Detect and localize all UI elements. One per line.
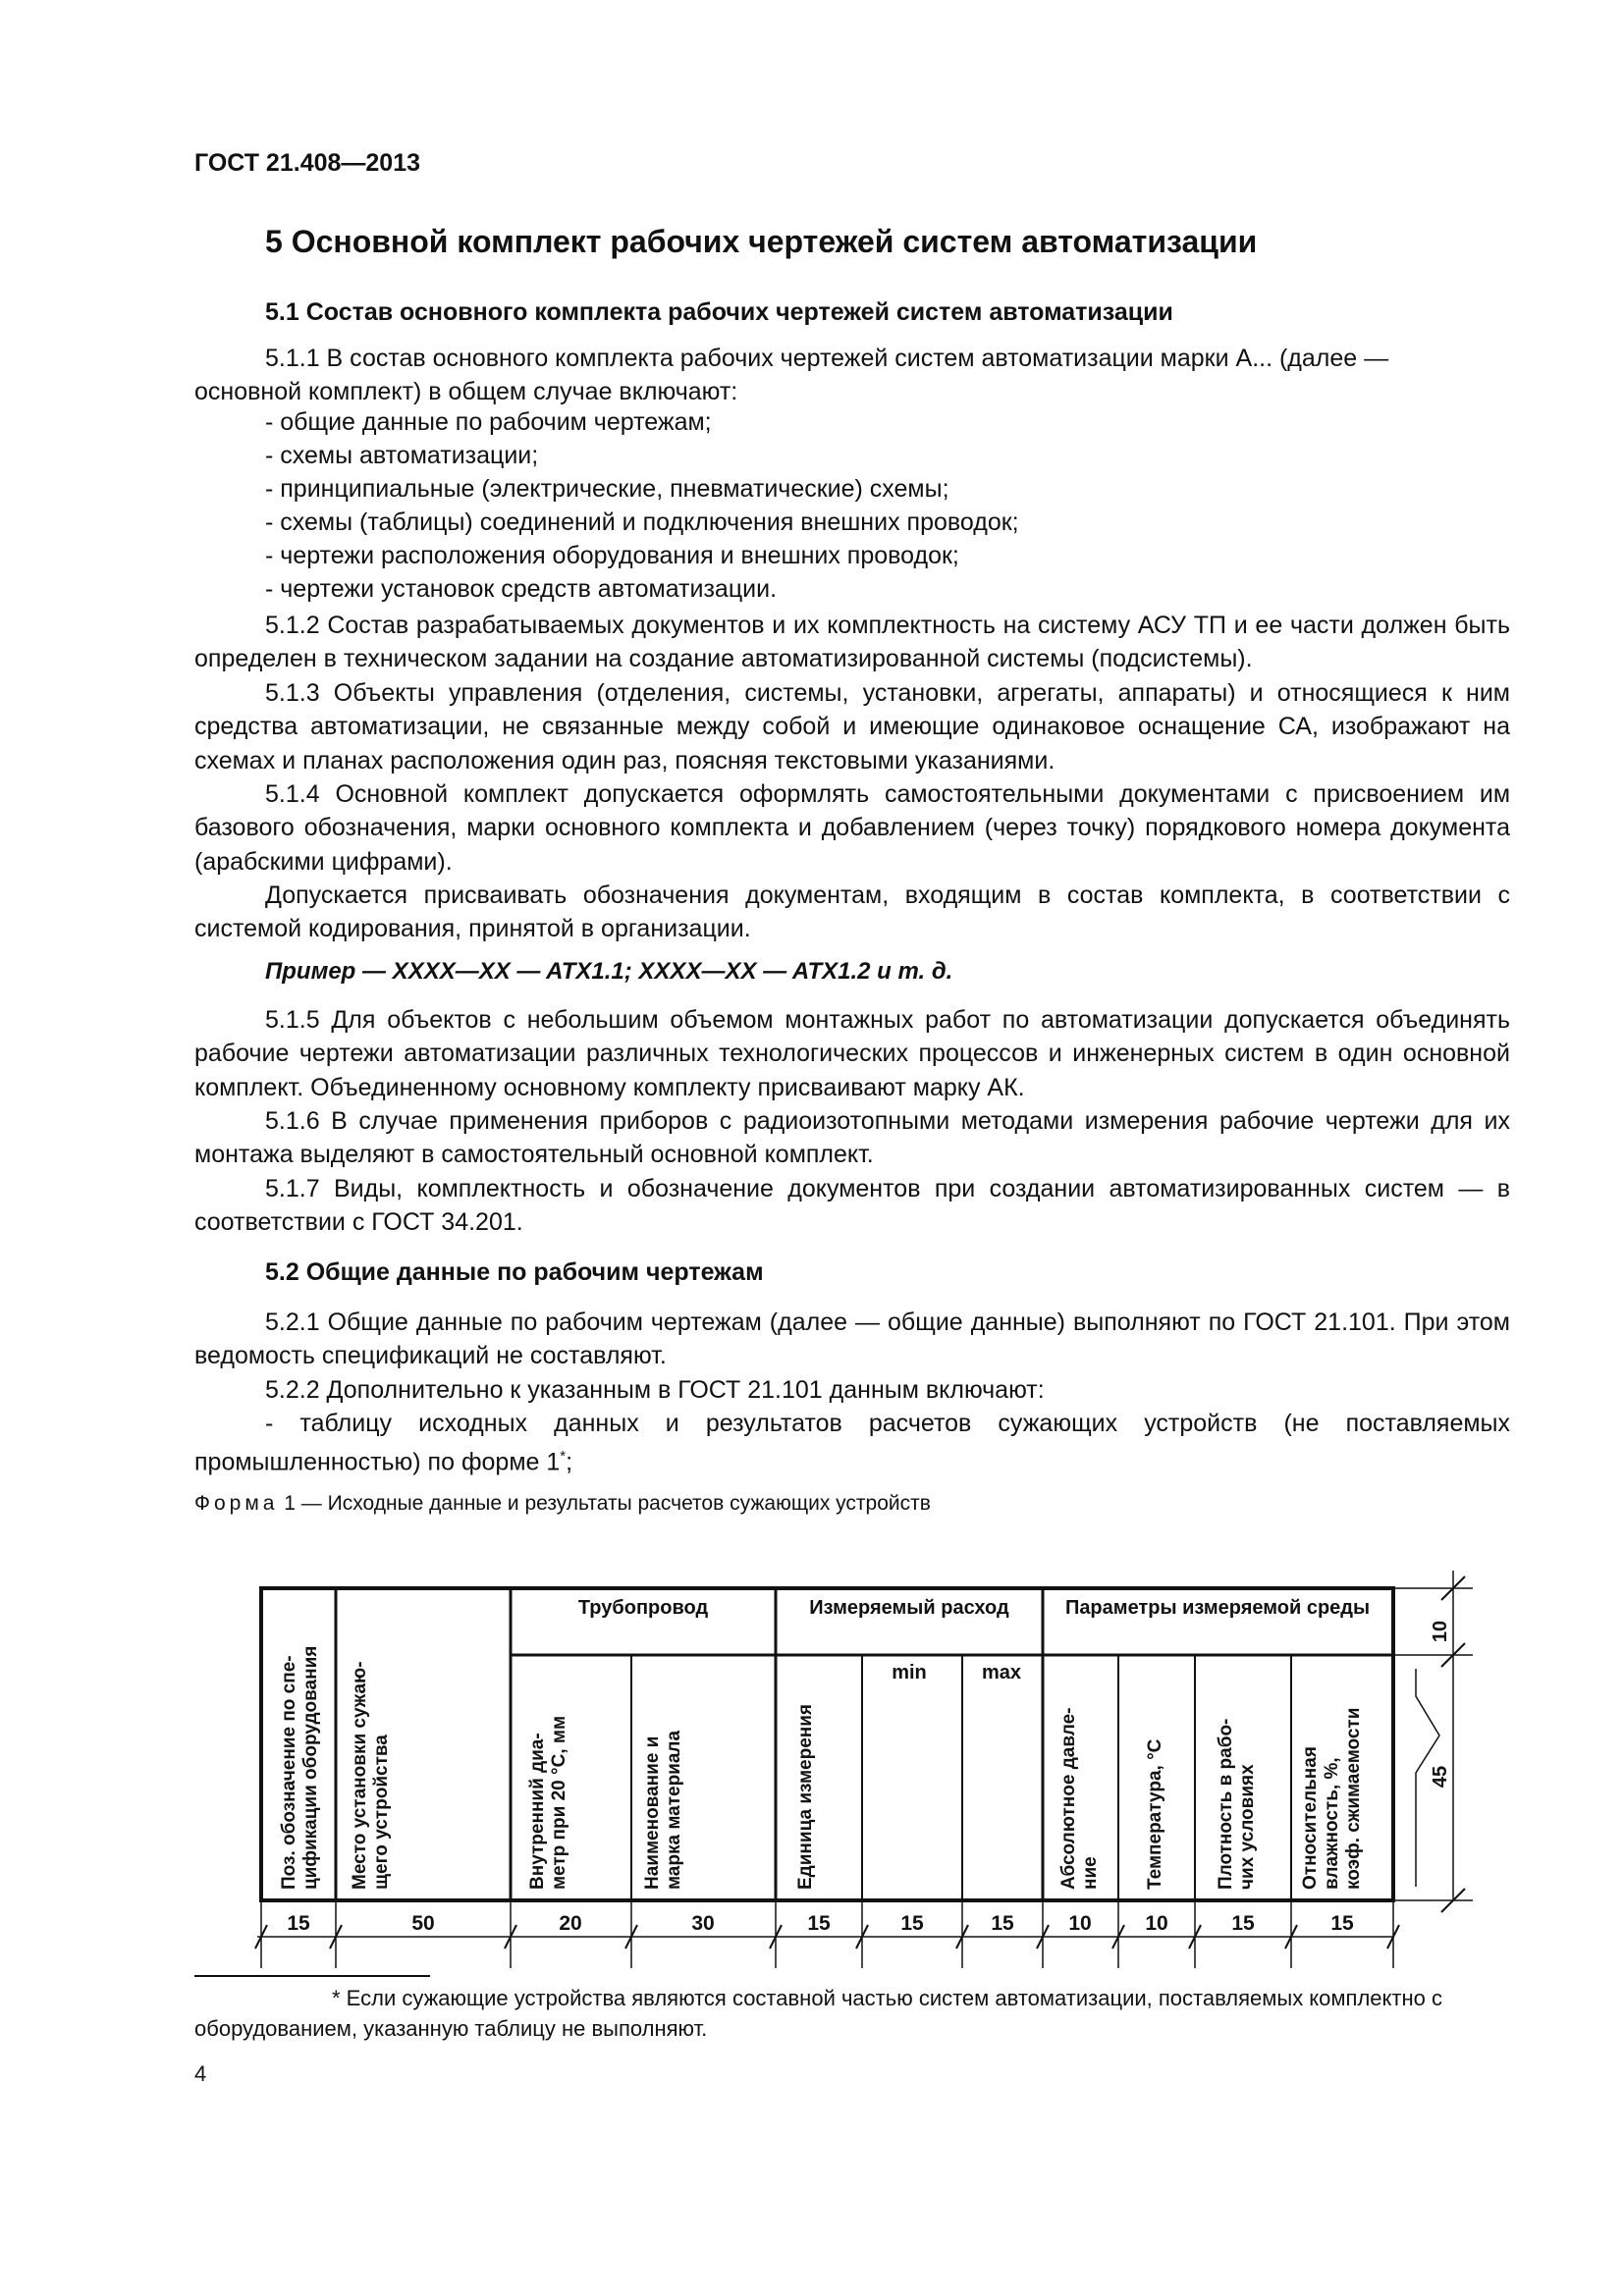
column-width-label: 10	[1145, 1912, 1168, 1935]
subsection-title-5-1: 5.1 Состав основного комплекта рабочих чертежей систем автоматизации	[265, 298, 1173, 326]
paragraph-5-1-1-cont: основной комплект) в общем случае включают:	[194, 378, 738, 405]
subsection-title-5-2: 5.2 Общие данные по рабочим чертежам	[265, 1258, 764, 1286]
column-header: Температура, °С	[1145, 1738, 1165, 1890]
form-caption-word: Форма	[194, 1492, 279, 1515]
column-header: Абсолютное давле-	[1058, 1707, 1079, 1890]
column-width-label: 10	[1068, 1912, 1092, 1935]
column-width-label: 15	[900, 1912, 924, 1935]
column-header: метр при 20 °С, мм	[549, 1715, 569, 1890]
example-line: Пример — XXXX—XX — ATX1.1; XXXX—XX — ATX1.2 и т. д.	[265, 958, 953, 985]
column-header: марка материала	[664, 1730, 684, 1890]
column-header: коэф. сжимаемости	[1343, 1707, 1364, 1890]
column-header: Единица измерения	[795, 1703, 816, 1890]
paragraph-5-1-1: 5.1.1 В состав основного комплекта рабочих чертежей систем автоматизации марки А... (далее —	[265, 345, 1389, 372]
list-table-text: - таблицу исходных данных и результатов расчетов сужающих устройств (не поставляемых промышленностью) по форме 1	[194, 1410, 1510, 1476]
row-height-label: 10	[1430, 1620, 1451, 1643]
paragraph-5-1-3: 5.1.3 Объекты управления (отделения, системы, установки, агрегаты, аппараты) и относящиеся к ним средства автоматизации, не связанные между собой и имеющие одинаковое оснащение СА, изображают на схемах и планах расположения один раз, поясняя текстовыми указаниями.	[194, 679, 1510, 774]
list-item: - чертежи расположения оборудования и внешних проводок;	[265, 542, 959, 569]
row-height-label: 45	[1430, 1765, 1451, 1789]
page-number: 4	[194, 2061, 207, 2086]
paragraph-5-1-6: 5.1.6 В случае применения приборов с радиоизотопными методами измерения рабочие чертежи для их монтажа выделяют в самостоятельный основной комплект.	[194, 1107, 1510, 1169]
column-header: min	[892, 1662, 927, 1683]
column-header: цификации оборудования	[300, 1645, 321, 1890]
paragraph-5-2-1: 5.2.1 Общие данные по рабочим чертежам (далее — общие данные) выполняют по ГОСТ 21.101. При этом ведомость спецификаций не составляют.	[194, 1308, 1510, 1370]
column-header: Относительная	[1300, 1746, 1321, 1890]
list-item: - принципиальные (электрические, пневматические) схемы;	[265, 475, 949, 503]
paragraph-5-2-2: 5.2.2 Дополнительно к указанным в ГОСТ 21.101 данным включают:	[265, 1376, 1045, 1404]
document-header: ГОСТ 21.408—2013	[194, 149, 421, 177]
column-header: Внутренний диа-	[527, 1733, 548, 1890]
group-header: Трубопровод	[577, 1597, 709, 1619]
column-header: чих условиях	[1237, 1764, 1258, 1890]
footnote-mark: *	[560, 1448, 567, 1466]
form-caption-text: 1 — Исходные данные и результаты расчетов сужающих устройств	[284, 1492, 931, 1515]
group-header: Измеряемый расход	[809, 1597, 1009, 1619]
section-title: 5 Основной комплект рабочих чертежей систем автоматизации	[265, 224, 1258, 259]
column-width-label: 15	[287, 1912, 310, 1935]
column-header: Место установки сужаю-	[350, 1661, 370, 1890]
column-header: ние	[1080, 1856, 1101, 1890]
column-header: щего устройства	[371, 1735, 392, 1890]
column-header: Плотность в рабо-	[1216, 1718, 1236, 1890]
paragraph-5-1-7: 5.1.7 Виды, комплектность и обозначение документов при создании автоматизированных систем — в соответствии с ГОСТ 34.201.	[194, 1175, 1510, 1237]
column-header: Поз. обозначение по спе-	[279, 1655, 299, 1890]
column-width-label: 15	[1330, 1912, 1354, 1935]
paragraph-5-1-5: 5.1.5 Для объектов с небольшим объемом монтажных работ по автоматизации допускается объединять рабочие чертежи автоматизации различных технологических процессов и инженерных систем в один основной комплект. Объединенному основному комплекту присваивают марку АК.	[194, 1006, 1510, 1101]
list-item: - схемы (таблицы) соединений и подключения внешних проводок;	[265, 508, 1019, 536]
column-width-label: 15	[1231, 1912, 1255, 1935]
list-item: - схемы автоматизации;	[265, 442, 539, 469]
paragraph-5-1-4: 5.1.4 Основной комплект допускается оформлять самостоятельными документами с присвоением им базового обозначения, марки основного комплекта и добавлением (через точку) порядкового номера документа (арабскими цифрами).	[194, 780, 1510, 876]
column-width-label: 30	[691, 1912, 715, 1935]
paragraph-allow: Допускается присваивать обозначения документам, входящим в состав комплекта, в соответствии с системой кодирования, принятой в организации.	[194, 881, 1510, 943]
column-header: Наименование и	[642, 1735, 663, 1890]
column-width-label: 15	[807, 1912, 831, 1935]
column-header: max	[981, 1662, 1022, 1683]
column-header: влажность, %,	[1322, 1757, 1342, 1890]
column-width-label: 20	[559, 1912, 582, 1935]
list-item: - общие данные по рабочим чертежам;	[265, 408, 712, 436]
list-table-end: ;	[566, 1448, 573, 1476]
footnote-text: * Если сужающие устройства являются составной частью систем автоматизации, поставляемых комплектно с оборудованием, указанную таблицу не выполняют.	[194, 1986, 1442, 2041]
group-header: Параметры измеряемой среды	[1064, 1597, 1371, 1619]
column-width-label: 15	[991, 1912, 1014, 1935]
list-item: - чертежи установок средств автоматизации.	[265, 575, 778, 603]
column-width-label: 50	[411, 1912, 435, 1935]
paragraph-5-1-2: 5.1.2 Состав разрабатываемых документов и их комплектность на систему АСУ ТП и ее части должен быть определен в техническом задании на создание автоматизированной системы (подсистемы).	[194, 612, 1510, 673]
footnote-separator	[194, 1975, 430, 1977]
